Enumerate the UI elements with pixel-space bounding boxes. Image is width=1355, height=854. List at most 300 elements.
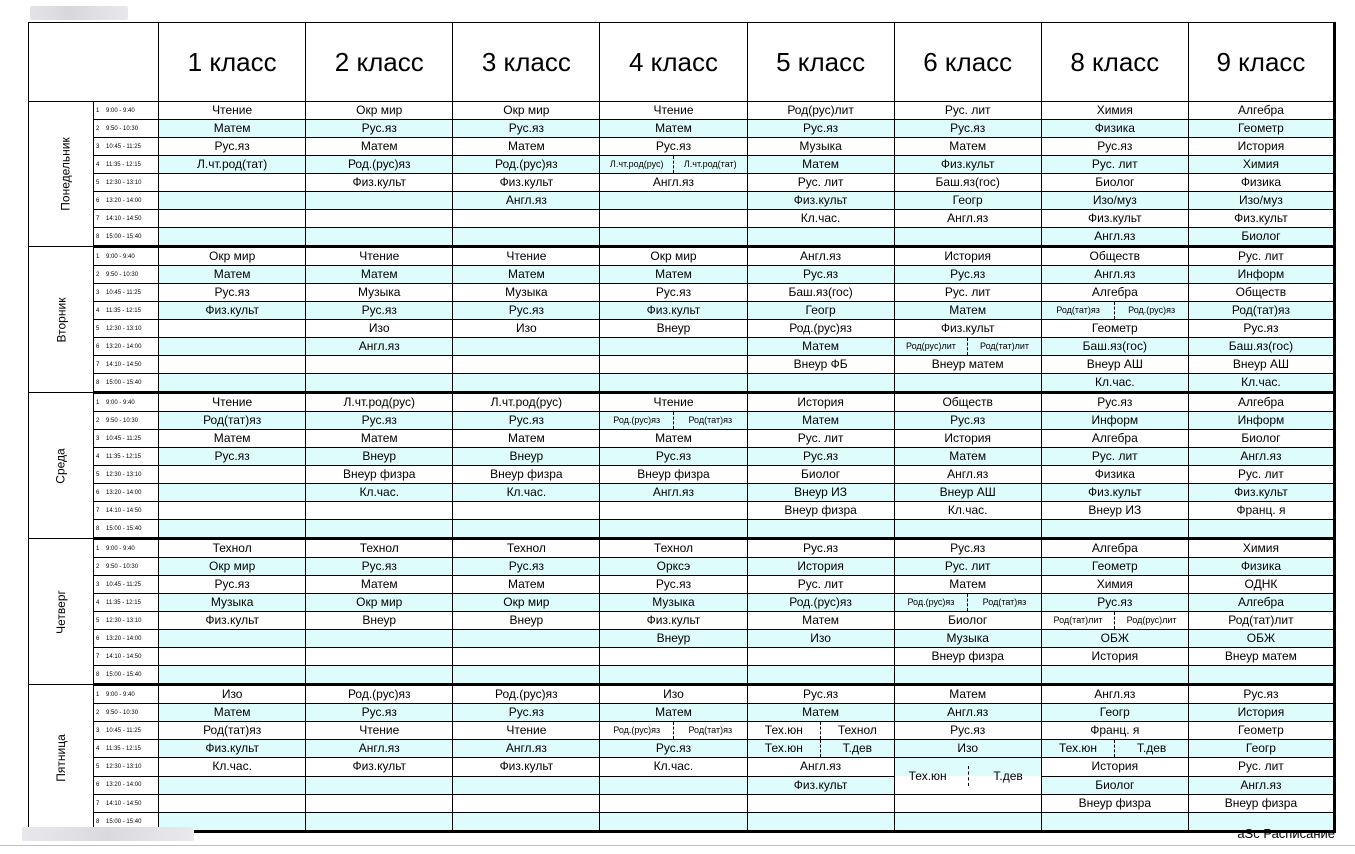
lesson-cell: Кл.час. [1188, 374, 1334, 393]
period-number: 4 [96, 599, 100, 606]
lesson-cell: Англ.яз [1041, 228, 1188, 247]
lesson-cell: Англ.яз [1188, 776, 1334, 795]
period-cell [94, 356, 159, 374]
lesson-cell: Матем [453, 430, 600, 448]
lesson-cell: Матем [747, 156, 894, 174]
lesson-cell [453, 228, 600, 247]
lesson-cell: Физика [1188, 558, 1334, 576]
lesson-cell: Англ.яз [1188, 448, 1334, 466]
corner-cell [29, 23, 159, 102]
lesson-cell: Рус. лит [1188, 466, 1334, 484]
timetable [28, 22, 1336, 833]
lesson-cell: Л.чт.род(рус) [453, 393, 600, 412]
lesson-cell: Рус.яз [894, 539, 1041, 558]
lesson-cell: Рус.яз [306, 558, 453, 576]
lesson-cell: Физика [1188, 174, 1334, 192]
lesson-cell [159, 374, 306, 393]
lesson-cell [894, 228, 1041, 247]
lesson-cell: Англ.яз [894, 704, 1041, 722]
period-time: 10:45 - 11:25 [106, 435, 141, 442]
lesson-cell: Физ.культ [306, 174, 453, 192]
period-number: 5 [96, 471, 100, 478]
class-header-row [29, 23, 1335, 102]
period-cell [94, 412, 159, 430]
lesson-cell: История [1188, 704, 1334, 722]
period-time: 11:35 - 12:15 [106, 307, 141, 314]
period-time: 11:35 - 12:15 [106, 599, 141, 606]
lesson-cell [159, 484, 306, 502]
lesson-cell [159, 502, 306, 520]
lesson-cell: Изо [306, 320, 453, 338]
lesson-cell: Рус.яз [306, 412, 453, 430]
period-number: 8 [96, 671, 100, 678]
lesson-row [29, 502, 1335, 520]
lesson-cell: Физ.культ [159, 302, 306, 320]
period-time: 14:10 - 14:50 [106, 507, 142, 514]
lesson-cell: Рус.яз [159, 448, 306, 466]
period-cell [94, 320, 159, 338]
period-number: 8 [96, 818, 100, 825]
lesson-cell: Биолог [747, 466, 894, 484]
lesson-cell: Музыка [453, 284, 600, 302]
period-number: 2 [96, 563, 100, 570]
period-cell [94, 102, 159, 120]
lesson-cell [159, 228, 306, 247]
lesson-cell: Рус.яз [306, 704, 453, 722]
lesson-cell: Химия [1188, 539, 1334, 558]
lesson-cell: Алгебра [1041, 539, 1188, 558]
period-number: 1 [96, 691, 100, 698]
period-cell [94, 284, 159, 302]
lesson-cell: Внеур [600, 630, 747, 648]
lesson-cell [306, 520, 453, 539]
lesson-cell: Англ.яз [894, 466, 1041, 484]
lesson-cell: Чтение [600, 102, 747, 120]
lesson-cell: Физ.культ [600, 612, 747, 630]
lesson-cell [159, 648, 306, 666]
lesson-row [29, 174, 1335, 192]
lesson-cell: Внеур АШ [1041, 356, 1188, 374]
period-cell [94, 302, 159, 320]
lesson-cell: Род.(рус)яз [306, 156, 453, 174]
lesson-row [29, 466, 1335, 484]
lesson-cell: Рус.яз [894, 266, 1041, 284]
period-time: 12:30 - 13:10 [106, 325, 142, 332]
lesson-cell: Матем [600, 704, 747, 722]
lesson-cell [600, 520, 747, 539]
lesson-cell: Англ.яз [747, 247, 894, 266]
period-cell [94, 338, 159, 356]
lesson-cell [600, 666, 747, 685]
lesson-cell: Физ.культ [159, 612, 306, 630]
lesson-cell [453, 648, 600, 666]
group-lesson: Род(тат)яз [1056, 305, 1100, 315]
period-number: 5 [96, 325, 100, 332]
lesson-cell: Алгебра [1041, 430, 1188, 448]
period-cell [94, 558, 159, 576]
period-number: 3 [96, 581, 100, 588]
lesson-cell: Рус.яз [600, 576, 747, 594]
period-cell [94, 138, 159, 156]
lesson-cell: Кл.час. [600, 758, 747, 777]
period-time: 15:00 - 15:40 [106, 818, 142, 825]
lesson-cell: Матем [453, 576, 600, 594]
period-number: 2 [96, 417, 100, 424]
lesson-cell: Рус. лит [894, 102, 1041, 120]
lesson-cell: Музыка [894, 630, 1041, 648]
lesson-row [29, 758, 1335, 777]
lesson-row [29, 484, 1335, 502]
lesson-cell: Биолог [1188, 228, 1334, 247]
period-number: 5 [96, 179, 100, 186]
lesson-cell [747, 228, 894, 247]
group-lesson: Технол [820, 722, 894, 739]
lesson-cell [894, 813, 1041, 832]
lesson-cell: Музыка [306, 284, 453, 302]
group-lesson: Тех.юн [908, 769, 947, 783]
period-cell [94, 484, 159, 502]
lesson-cell: Англ.яз [600, 484, 747, 502]
group-lesson: Род(тат)яз [673, 412, 747, 429]
lesson-cell [894, 795, 1041, 813]
lesson-cell: Рус.яз [747, 685, 894, 704]
lesson-cell: Англ.яз [306, 740, 453, 758]
lesson-cell: Технол [453, 539, 600, 558]
lesson-cell: Матем [747, 704, 894, 722]
period-time: 9:50 - 10:30 [106, 125, 139, 132]
lesson-cell [600, 776, 747, 795]
lesson-cell: Рус.яз [1188, 685, 1334, 704]
period-cell [94, 266, 159, 284]
lesson-cell: История [1188, 138, 1334, 156]
period-time: 11:35 - 12:15 [106, 161, 141, 168]
period-number: 7 [96, 507, 100, 514]
period-number: 7 [96, 800, 100, 807]
lesson-cell: Матем [747, 412, 894, 430]
lesson-row [29, 393, 1335, 412]
group-lesson: Род(рус)лит [1114, 612, 1188, 629]
lesson-cell: Рус.яз [453, 120, 600, 138]
lesson-cell: Кл.час. [1041, 374, 1188, 393]
lesson-cell [894, 374, 1041, 393]
period-cell [94, 648, 159, 666]
lesson-cell: Внеур матем [894, 356, 1041, 374]
lesson-cell: Франц. я [1188, 502, 1334, 520]
lesson-cell: Рус.яз [600, 740, 747, 758]
lesson-cell: Музыка [747, 138, 894, 156]
period-time: 15:00 - 15:40 [106, 525, 142, 532]
period-time: 15:00 - 15:40 [106, 671, 142, 678]
day-name: Вторник [54, 297, 69, 342]
lesson-cell [600, 228, 747, 247]
lesson-cell: Геогр [747, 302, 894, 320]
lesson-cell: Рус.яз [1041, 138, 1188, 156]
lesson-row [29, 539, 1335, 558]
lesson-cell: Рус.яз [747, 120, 894, 138]
period-number: 1 [96, 399, 100, 406]
period-cell [94, 594, 159, 612]
lesson-cell: Физ.культ [894, 156, 1041, 174]
lesson-cell [600, 338, 747, 356]
lesson-cell: Рус.яз [453, 302, 600, 320]
period-cell [94, 120, 159, 138]
group-divider [968, 766, 969, 786]
class-header: 6 класс [894, 23, 1041, 102]
lesson-row [29, 576, 1335, 594]
lesson-cell [747, 648, 894, 666]
day-name: Понедельник [58, 137, 73, 211]
lesson-cell: ОБЖ [1188, 630, 1334, 648]
lesson-cell: Матем [453, 138, 600, 156]
lesson-cell: Химия [1188, 156, 1334, 174]
lesson-cell: Внеур физра [306, 466, 453, 484]
lesson-cell: Изо [894, 740, 1041, 758]
lesson-row [29, 210, 1335, 228]
period-cell [94, 210, 159, 228]
lesson-cell: Обществ [1041, 247, 1188, 266]
lesson-row [29, 704, 1335, 722]
class-header: 2 класс [306, 23, 453, 102]
lesson-cell: Орксэ [600, 558, 747, 576]
lesson-row [29, 740, 1335, 758]
lesson-row [29, 302, 1335, 320]
lesson-cell: Матем [894, 448, 1041, 466]
lesson-cell: Рус. лит [1041, 448, 1188, 466]
lesson-cell: Матем [159, 704, 306, 722]
lesson-cell [453, 776, 600, 795]
lesson-row [29, 722, 1335, 740]
period-time: 12:30 - 13:10 [106, 763, 142, 770]
lesson-cell: Алгебра [1188, 393, 1334, 412]
lesson-cell [159, 356, 306, 374]
lesson-cell: Рус.яз [1041, 594, 1188, 612]
lesson-cell: Матем [600, 266, 747, 284]
period-cell [94, 539, 159, 558]
lesson-cell [453, 210, 600, 228]
period-cell [94, 776, 159, 795]
lesson-cell: Род.(рус)яз [747, 594, 894, 612]
lesson-cell: Л.чт.род(тат) [159, 156, 306, 174]
lesson-cell: Обществ [894, 393, 1041, 412]
period-number: 8 [96, 233, 100, 240]
class-header: 9 класс [1188, 23, 1334, 102]
day-name: Среда [54, 447, 69, 484]
lesson-cell: Внеур физра [1041, 795, 1188, 813]
lesson-cell: Матем [306, 138, 453, 156]
lesson-cell [600, 374, 747, 393]
period-time: 10:45 - 11:25 [106, 143, 141, 150]
lesson-cell: Род.(рус)яз [306, 685, 453, 704]
lesson-cell [894, 594, 1041, 612]
lesson-row [29, 412, 1335, 430]
period-time: 12:30 - 13:10 [106, 617, 142, 624]
lesson-cell [306, 630, 453, 648]
lesson-cell [159, 466, 306, 484]
group-lesson: Т.дев [1114, 740, 1188, 757]
lesson-cell: Рус. лит [1188, 758, 1334, 777]
lesson-cell: Физ.культ [1041, 484, 1188, 502]
lesson-cell: Кл.час. [306, 484, 453, 502]
lesson-cell: Кл.час. [894, 502, 1041, 520]
period-number: 3 [96, 727, 100, 734]
group-lesson: Т.дев [993, 769, 1023, 783]
period-time: 11:35 - 12:15 [106, 745, 141, 752]
period-cell [94, 192, 159, 210]
lesson-cell [306, 356, 453, 374]
lesson-cell: Матем [894, 576, 1041, 594]
period-number: 8 [96, 379, 100, 386]
lesson-cell: Рус.яз [453, 558, 600, 576]
lesson-cell: Физ.культ [1041, 210, 1188, 228]
period-number: 7 [96, 215, 100, 222]
lesson-cell: Кл.час. [453, 484, 600, 502]
lesson-cell: Биолог [1041, 776, 1188, 795]
lesson-cell: Матем [159, 120, 306, 138]
period-number: 6 [96, 635, 100, 642]
lesson-cell: Рус.яз [453, 704, 600, 722]
period-cell [94, 448, 159, 466]
lesson-cell: Род(тат)яз [159, 412, 306, 430]
lesson-cell: Внеур физра [453, 466, 600, 484]
period-time: 15:00 - 15:40 [106, 233, 142, 240]
period-number: 2 [96, 271, 100, 278]
lesson-cell [159, 320, 306, 338]
lesson-cell [159, 630, 306, 648]
lesson-cell: Окр мир [600, 247, 747, 266]
lesson-cell: Матем [894, 302, 1041, 320]
lesson-cell: Геогр [894, 192, 1041, 210]
lesson-cell: Рус.яз [1188, 320, 1334, 338]
lesson-cell: Род(тат)лит [1188, 612, 1334, 630]
lesson-cell [600, 502, 747, 520]
lesson-cell: Геогр [1188, 740, 1334, 758]
lesson-cell [453, 813, 600, 832]
lesson-cell [600, 648, 747, 666]
period-cell [94, 466, 159, 484]
lesson-cell: Рус.яз [600, 138, 747, 156]
group-lesson: Род(рус)лит [905, 341, 956, 351]
lesson-cell: Баш.яз(гос) [747, 284, 894, 302]
period-time: 9:00 - 9:40 [106, 253, 135, 260]
lesson-cell: Матем [894, 685, 1041, 704]
lesson-cell: Англ.яз [1041, 266, 1188, 284]
lesson-cell: Окр мир [453, 594, 600, 612]
lesson-cell: Чтение [453, 722, 600, 740]
period-number: 2 [96, 709, 100, 716]
lesson-cell: Чтение [306, 722, 453, 740]
period-time: 9:00 - 9:40 [106, 107, 135, 114]
class-header: 8 класс [1041, 23, 1188, 102]
group-lesson: Род.(рус)яз [613, 415, 661, 425]
lesson-row [29, 685, 1335, 704]
lesson-cell [453, 502, 600, 520]
lesson-cell: Рус.яз [1041, 393, 1188, 412]
lesson-cell: Геометр [1041, 558, 1188, 576]
lesson-cell: Род(тат)яз [1188, 302, 1334, 320]
lesson-cell: ОДНК [1188, 576, 1334, 594]
period-cell [94, 576, 159, 594]
period-time: 14:10 - 14:50 [106, 653, 142, 660]
lesson-row [29, 558, 1335, 576]
class-header: 3 класс [453, 23, 600, 102]
lesson-cell [453, 630, 600, 648]
lesson-cell: Окр мир [453, 102, 600, 120]
lesson-cell: Рус.яз [894, 120, 1041, 138]
lesson-cell: Геогр [1041, 704, 1188, 722]
lesson-cell [306, 776, 453, 795]
lesson-row [29, 356, 1335, 374]
period-time: 13:20 - 14:00 [106, 635, 142, 642]
lesson-row [29, 630, 1335, 648]
lesson-cell: Рус.яз [159, 138, 306, 156]
lesson-cell: Матем [306, 576, 453, 594]
lesson-cell: Внеур матем [1188, 648, 1334, 666]
group-lesson: Род.(рус)яз [1114, 302, 1188, 319]
lesson-row [29, 192, 1335, 210]
lesson-row [29, 666, 1335, 685]
lesson-cell [306, 192, 453, 210]
period-number: 6 [96, 782, 100, 789]
lesson-cell [747, 520, 894, 539]
period-number: 1 [96, 253, 100, 260]
period-time: 9:50 - 10:30 [106, 709, 139, 716]
period-time: 14:10 - 14:50 [106, 215, 142, 222]
lesson-cell: Внеур АШ [1188, 356, 1334, 374]
lesson-cell [1041, 520, 1188, 539]
lesson-cell [159, 210, 306, 228]
lesson-cell [1041, 740, 1188, 758]
lesson-cell: Физ.культ [1188, 210, 1334, 228]
lesson-cell [747, 666, 894, 685]
lesson-cell: Химия [1041, 102, 1188, 120]
lesson-cell [306, 666, 453, 685]
period-time: 14:10 - 14:50 [106, 361, 142, 368]
lesson-cell: История [894, 247, 1041, 266]
period-number: 7 [96, 361, 100, 368]
lesson-cell: Музыка [159, 594, 306, 612]
lesson-row [29, 156, 1335, 174]
lesson-cell: Матем [894, 138, 1041, 156]
lesson-cell: Внеур ИЗ [1041, 502, 1188, 520]
lesson-cell [453, 356, 600, 374]
period-number: 4 [96, 745, 100, 752]
lesson-cell: Биолог [1188, 430, 1334, 448]
lesson-cell: Внеур ФБ [747, 356, 894, 374]
lesson-cell: Род.(рус)яз [453, 156, 600, 174]
timetable-body [29, 102, 1335, 832]
period-cell [94, 247, 159, 266]
lesson-row [29, 247, 1335, 266]
lesson-cell: Матем [453, 266, 600, 284]
lesson-row [29, 138, 1335, 156]
lesson-cell [600, 795, 747, 813]
lesson-cell [159, 338, 306, 356]
group-lesson: Род(тат)яз [673, 722, 747, 739]
lesson-cell: Матем [600, 120, 747, 138]
period-number: 3 [96, 289, 100, 296]
group-lesson: Род(тат)лит [1053, 615, 1103, 625]
lesson-row [29, 648, 1335, 666]
period-cell [94, 393, 159, 412]
lesson-cell: Рус.яз [453, 412, 600, 430]
lesson-cell: Матем [306, 266, 453, 284]
period-number: 5 [96, 763, 100, 770]
group-lesson: Род.(рус)яз [613, 725, 661, 735]
lesson-cell: Чтение [306, 247, 453, 266]
lesson-cell: Окр мир [159, 247, 306, 266]
lesson-row [29, 795, 1335, 813]
lesson-cell [306, 228, 453, 247]
